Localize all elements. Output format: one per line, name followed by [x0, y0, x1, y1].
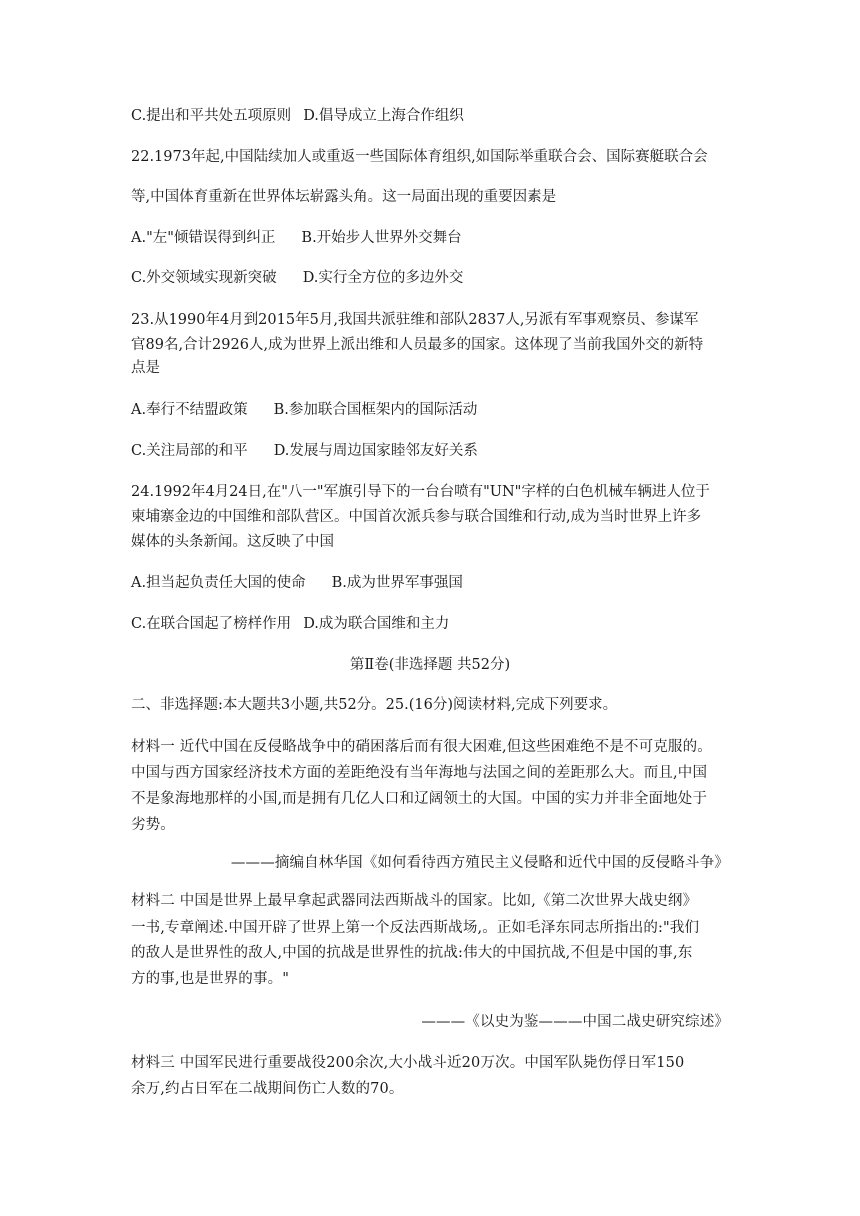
q24-option-c: C.在联合国起了榜样作用 [131, 616, 292, 632]
material2-line-3: 的敌人是世界性的敌人,中国的抗战是世界性的抗战:伟大的中国抗战,不但是中国的事,东 [131, 945, 693, 961]
q22-option-c: C.外交领域实现新突破 [131, 270, 277, 286]
material3-line-2: 余万,约占日军在二战期间伤亡人数的70。 [131, 1081, 404, 1097]
q23-option-a: A.奉行不结盟政策 [131, 402, 248, 418]
material1-line-4: 劣势。 [131, 817, 175, 833]
q22-option-d: D.实行全方位的多边外交 [302, 270, 464, 286]
q22-stem-line-1: 22.1973年起,中国陆续加人或重返一些国际体育组织,如国际举重联合会、国际赛艇联合会 [131, 149, 708, 165]
q24-option-d: D.成为联合国维和主力 [303, 616, 450, 632]
material2-source: ———《以史为鉴———中国二战史研究综述》 [421, 1014, 729, 1030]
material2-line-2: 一书,专章阐述.中国开辟了世界上第一个反法西斯战场,。正如毛泽东同志所指出的:"我们 [131, 920, 700, 936]
q23-option-c: C.关注局部的和平 [131, 443, 248, 459]
q22-option-b: B.开始步人世界外交舞台 [301, 230, 462, 246]
material1-line-2: 中国与西方国家经济技术方面的差距绝没有当年海地与法国之间的差距那么大。而且,中国 [131, 765, 708, 781]
q22-options-cd [131, 268, 463, 288]
material2-line-4: 方的事,也是世界的事。" [131, 971, 290, 987]
q24-stem-line-3: 媒体的头条新闻。这反映了中国 [131, 534, 334, 550]
q21-option-c: C.提出和平共处五项原则 [131, 108, 292, 124]
q24-stem-line-1: 24.1992年4月24日,在"八一"军旗引导下的一台台喷有"UN"字样的白色机械车辆进人位于 [131, 484, 710, 500]
q23-stem-line-3: 点是 [131, 360, 160, 376]
q21-option-d: D.倡导成立上海合作组织 [303, 108, 464, 124]
q23-option-d: D.发展与周边国家睦邻友好关系 [273, 443, 478, 459]
material1-source: ———摘编自林华国《如何看待西方殖民主义侵略和近代中国的反侵略斗争》 [230, 855, 729, 871]
q22-option-a: A."左"倾错误得到纠正 [131, 230, 276, 246]
q24-option-b: B.成为世界军事强国 [331, 575, 463, 591]
q24-stem-line-2: 柬埔寨金边的中国维和部队营区。中国首次派兵参与联合国维和行动,成为当时世界上许多 [131, 509, 702, 525]
q23-options-cd [131, 441, 478, 461]
material1-line-1: 材料一 近代中国在反侵略战争中的硝困落后而有很大困难,但这些困难绝不是不可克服的。 [131, 739, 712, 755]
q24-options-ab [131, 573, 463, 593]
q23-stem-line-1: 23.从1990年4月到2015年5月,我国共派驻维和部队2837人,另派有军事观察员、参谋军 [131, 312, 699, 328]
material2-line-1: 材料二 中国是世界上最早拿起武器同法西斯战斗的国家。比如,《第二次世界大战史纲》 [131, 893, 698, 909]
q22-options-ab [131, 228, 462, 248]
q23-stem-line-2: 官89名,合计2926人,成为世界上派出维和人员最多的国家。这体现了当前我国外交的新特 [131, 337, 704, 353]
q22-stem-line-2: 等,中国体育重新在世界体坛崭露头角。这一局面出现的重要因素是 [131, 189, 557, 205]
q23-option-b: B.参加联合国框架内的国际活动 [273, 402, 478, 418]
q24-option-a: A.担当起负责任大国的使命 [131, 575, 306, 591]
q23-options-ab [131, 400, 477, 420]
material1-line-3: 不是象海地那样的小国,而是拥有几亿人口和辽阔领土的大国。中国的实力并非全面地处于 [131, 791, 708, 807]
material3-line-1: 材料三 中国军民进行重要战役200余次,大小战斗近20万次。中国军队毙伤俘日军150 [131, 1055, 685, 1071]
q24-options-cd [131, 614, 449, 634]
q21-options-cd [131, 106, 464, 126]
section-intro: 二、非选择题:本大题共3小题,共52分。25.(16分)阅读材料,完成下列要求。 [131, 697, 618, 713]
section-title: 第Ⅱ卷(非选择题 共52分) [349, 657, 511, 673]
